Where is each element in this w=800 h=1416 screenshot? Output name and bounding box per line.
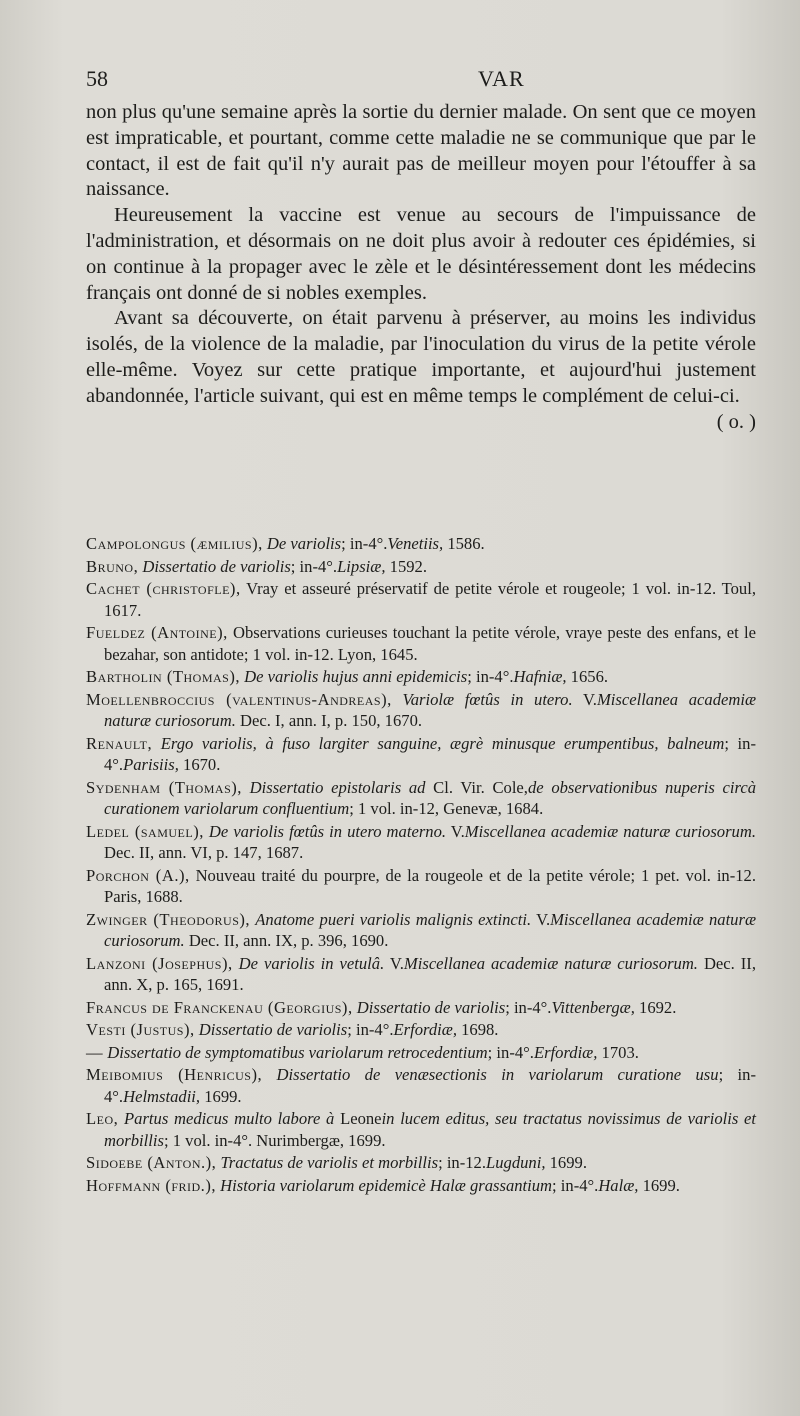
- bibliography-entry: [86, 1064, 756, 1107]
- entry-title: Variolæ fœtûs in utero.: [402, 689, 573, 709]
- entry-title: De variolis fœtûs in utero materno.: [208, 821, 447, 841]
- entry-detail: Cl. Vir. Cole,: [425, 777, 528, 797]
- bibliography-entry: [86, 1175, 756, 1197]
- entry-author: Sydenham (Thomas),: [86, 777, 242, 797]
- entry-author: Zwinger (Theodorus),: [86, 909, 251, 929]
- entry-detail: ; in-4°.: [104, 1065, 756, 1106]
- entry-author: Bartholin (Thomas),: [86, 667, 240, 686]
- entry-end: 1592.: [385, 556, 427, 576]
- entry-author: Lanzoni (Josephus),: [86, 953, 233, 973]
- bibliography-entry: [86, 556, 756, 578]
- entry-detail: ; in-4°.: [347, 1020, 394, 1039]
- entry-detail: ; in-4°.: [341, 534, 388, 553]
- entry-place: de observationibus nuperis circà curationem variolarum confluentium: [104, 777, 756, 818]
- bibliography-entry: [86, 578, 756, 621]
- entry-detail: ; in-4°.: [552, 1175, 599, 1195]
- entry-author: Meibomius (Henricus),: [86, 1065, 263, 1084]
- entry-end: 1656.: [566, 667, 609, 686]
- entry-place: in lucem editus, seu tractatus novissimus de variolis et morbillis: [104, 1109, 756, 1150]
- entry-place: Erfordiæ,: [533, 1042, 598, 1062]
- entry-place: Vittenbergæ,: [551, 997, 635, 1017]
- entry-detail: V.: [384, 953, 404, 973]
- bibliography-entry: [86, 1152, 756, 1174]
- bibliography-entry: [86, 622, 756, 665]
- entry-detail: ; in-4°.: [505, 997, 552, 1017]
- entry-detail: ; in-4°.: [487, 1042, 534, 1062]
- bibliography-entry: [86, 733, 756, 776]
- entry-end: Dec. II, ann. X, p. 165, 1691.: [104, 953, 756, 994]
- entry-end: 1699.: [200, 1086, 242, 1106]
- entry-detail: V.: [531, 909, 551, 929]
- entry-author: Leo,: [86, 1109, 119, 1128]
- entry-place: Miscellanea academiæ naturæ curiosorum.: [403, 953, 698, 973]
- entry-end: Dec. II, ann. IX, p. 396, 1690.: [184, 931, 389, 950]
- entry-place: Hafniæ,: [513, 667, 567, 686]
- entry-author: Fueldez (Antoine),: [86, 623, 228, 642]
- entry-detail: Leone: [334, 1109, 382, 1128]
- paragraph: Heureusement la vaccine est venue au secours de l'impuissance de l'administration, et désormais on ne doit plus avoir à redouter ces épidémies, si on continue à la propager avec le zèle et le désintéressement dont les médecins français ont donné de si nobles exemples.: [86, 204, 756, 304]
- entry-title: Ergo variolis, à fuso largiter sanguine, ægrè minusque erumpentibus, balneum: [160, 733, 725, 753]
- bibliography-entry: [86, 953, 756, 996]
- entry-detail: ; in-12.: [438, 1153, 486, 1172]
- entry-place: Halæ,: [598, 1175, 639, 1195]
- entry-end: Dec. I, ann. I, p. 150, 1670.: [235, 711, 423, 730]
- bibliography-entry: [86, 666, 756, 688]
- entry-author: Renault,: [86, 733, 153, 753]
- entry-author: Francus de Franckenau (Georgius),: [86, 997, 353, 1017]
- entry-place: Parisiis,: [123, 755, 179, 774]
- entry-author: Ledel (samuel),: [86, 821, 204, 841]
- entry-title: Dissertatio epistolaris ad: [249, 777, 426, 797]
- bibliography-entry: [86, 997, 756, 1019]
- entry-title: De variolis: [266, 534, 342, 553]
- entry-place: Venetiis,: [387, 534, 444, 553]
- entry-author: Moellenbroccius (valentinus-Andreas),: [86, 689, 392, 709]
- paragraph: non plus qu'une semaine après la sortie du dernier malade. On sent que ce moyen est impraticable, et pourtant, comme cette maladie ne se communique que par le contact, il est de fait qu'il n'y aurait pas de meilleur moyen pour l'étouffer à sa naissance.: [86, 101, 756, 201]
- entry-title: Dissertatio de variolis: [142, 556, 291, 576]
- entry-end: 1699.: [638, 1175, 680, 1195]
- entry-author: Hoffmann (frid.),: [86, 1175, 217, 1195]
- entry-end: 1698.: [456, 1020, 499, 1039]
- entry-detail: Vray et asseuré préservatif de petite vérole et rougeole; 1 vol. in-12. Toul, 1617.: [104, 579, 756, 620]
- bibliography-entry: [86, 1042, 756, 1064]
- entry-title: Tractatus de variolis et morbillis: [220, 1153, 439, 1172]
- bibliography-entry: [86, 1019, 756, 1041]
- bibliography-entry: [86, 1108, 756, 1151]
- entry-place: Miscellanea academiæ naturæ curiosorum.: [464, 821, 756, 841]
- entry-author: —: [86, 1042, 104, 1062]
- entry-author: Sidoebe (Anton.),: [86, 1153, 217, 1172]
- entry-detail: ; in-4°.: [104, 733, 756, 774]
- entry-title: De variolis in vetulâ.: [238, 953, 385, 973]
- entry-author: Campolongus (æmilius),: [86, 534, 263, 553]
- entry-place: Erfordiæ,: [393, 1020, 457, 1039]
- entry-place: Lugduni,: [486, 1153, 546, 1172]
- entry-title: Anatome pueri variolis malignis extincti.: [255, 909, 532, 929]
- entry-title: Dissertatio de venæsectionis in variolarum curatione usu: [276, 1065, 719, 1084]
- entry-author: Vesti (Justus),: [86, 1020, 195, 1039]
- bibliography-entry: [86, 821, 756, 864]
- bibliography-entry: [86, 865, 756, 908]
- bibliography-entry: [86, 689, 756, 732]
- entry-title: Partus medicus multo labore à: [124, 1109, 335, 1128]
- entry-end: 1703.: [597, 1042, 639, 1062]
- author-signature: ( o. ): [716, 410, 756, 433]
- entry-detail: V.: [572, 689, 597, 709]
- entry-title: Dissertatio de variolis: [356, 997, 506, 1017]
- bibliography-entry: [86, 533, 756, 555]
- entry-title: Historia variolarum epidemicè Halæ grassantium: [220, 1175, 553, 1195]
- entry-title: Dissertatio de symptomatibus variolarum retrocedentium: [107, 1042, 488, 1062]
- entry-place: Miscellanea academiæ naturæ curiosorum.: [104, 909, 757, 950]
- entry-title: De variolis hujus anni epidemicis: [244, 667, 468, 686]
- entry-end: ; 1 vol. in-4°. Nurimbergæ, 1699.: [163, 1130, 386, 1150]
- entry-detail: Nouveau traité du pourpre, de la rougeole et de la petite vérole; 1 pet. vol. in-12. Paris, 1688.: [104, 865, 756, 906]
- entry-end: 1586.: [443, 534, 485, 553]
- entry-title: Dissertatio de variolis: [198, 1020, 348, 1039]
- entry-detail: ; in-4°.: [290, 556, 338, 576]
- bibliography: [86, 533, 756, 1197]
- page-header: [86, 66, 756, 96]
- paragraph: Avant sa découverte, on était parvenu à préserver, au moins les individus isolés, de la violence de la maladie, par l'inoculation du virus de la petite vérole elle-même. Voyez sur cette pratique importante, et aujourd'hui justement abandonnée, l'article suivant, qui est en même temps le complément de celui-ci. ( o. ): [86, 306, 756, 409]
- entry-detail: V.: [446, 821, 465, 841]
- entry-end: 1670.: [178, 755, 221, 774]
- entry-place: Helmstadii,: [123, 1086, 201, 1106]
- entry-detail: ; in-4°.: [467, 667, 514, 686]
- entry-end: 1699.: [545, 1153, 587, 1172]
- page-number: 58: [86, 66, 108, 91]
- entry-detail: Observations curieuses touchant la petite vérole, vraye peste des enfans, et le bezahar, son antidote; 1 vol. in-12. Lyon, 1645.: [104, 623, 756, 664]
- entry-end: 1692.: [634, 997, 677, 1017]
- entry-place: Miscellanea academiæ naturæ curiosorum.: [104, 689, 757, 730]
- entry-author: Bruno,: [86, 556, 139, 576]
- body-text: [86, 100, 756, 435]
- entry-author: Porchon (A.),: [86, 865, 190, 885]
- entry-author: Cachet (christofle),: [86, 579, 241, 598]
- entry-end: Dec. II, ann. VI, p. 147, 1687.: [104, 843, 304, 862]
- running-head: VAR: [478, 66, 525, 91]
- entry-place: Lipsiæ,: [337, 556, 386, 576]
- bibliography-entry: [86, 777, 756, 820]
- entry-end: ; 1 vol. in-12, Genevæ, 1684.: [349, 799, 544, 818]
- bibliography-entry: [86, 909, 756, 952]
